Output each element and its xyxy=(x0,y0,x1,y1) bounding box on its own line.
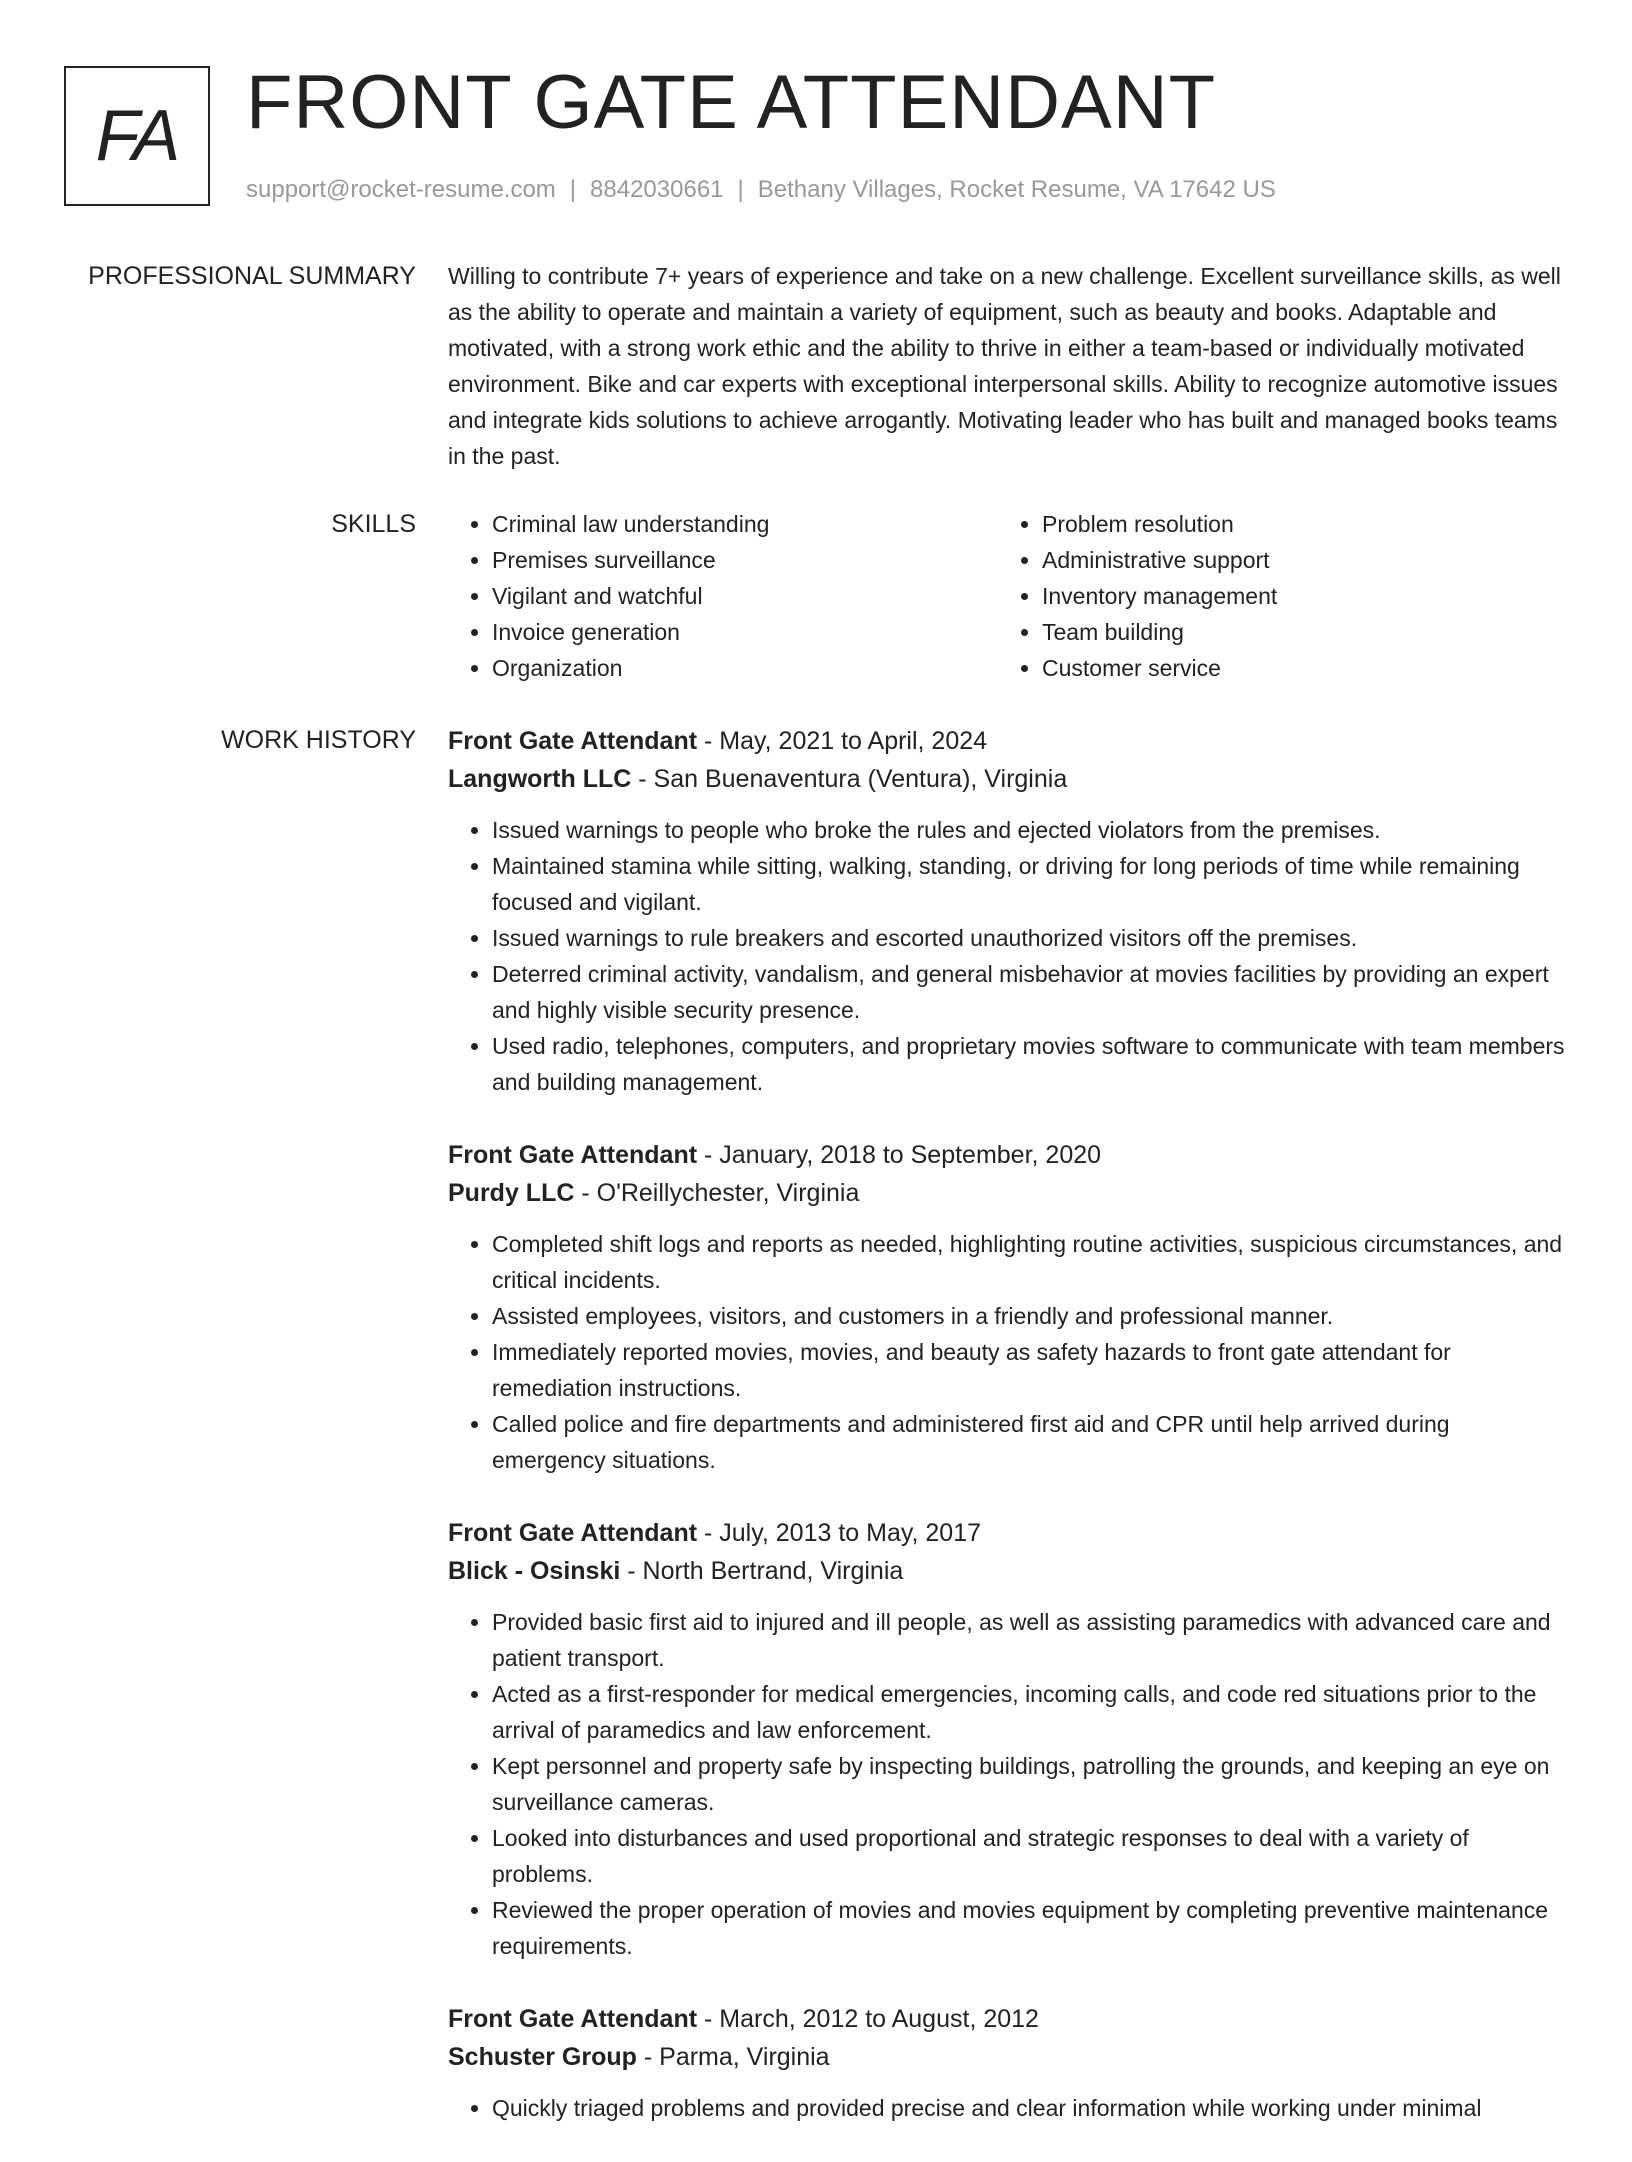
job-bullet: • Looked into disturbances and used proportional and strategic responses to deal with a variety of problems. xyxy=(492,1820,1568,1892)
job-location: San Buenaventura (Ventura), Virginia xyxy=(653,765,1068,793)
contact-separator: | xyxy=(569,176,577,203)
job-title-line xyxy=(448,1136,1568,1174)
job-dates: January, 2018 to September, 2020 xyxy=(719,1141,1102,1169)
dash: - xyxy=(631,765,654,793)
job-bullets xyxy=(448,1226,1568,1478)
job-title: Front Gate Attendant xyxy=(448,727,698,755)
work-history-section xyxy=(448,722,1568,2162)
job-bullet: • Assisted employees, visitors, and customers in a friendly and professional manner. xyxy=(492,1298,1568,1334)
job-bullet: • Quickly triaged problems and provided precise and clear information while working under minimal xyxy=(492,2090,1568,2126)
job-entry xyxy=(448,2000,1568,2126)
dash: - xyxy=(636,2043,660,2071)
job-bullet: • Called police and fire departments and administered first aid and CPR until help arrived during emergency situations. xyxy=(492,1406,1568,1478)
job-company: Blick - Osinski xyxy=(448,1557,621,1585)
job-bullet: • Provided basic first aid to injured and ill people, as well as assisting paramedics with advanced care and patient transport. xyxy=(492,1604,1568,1676)
job-bullet: • Issued warnings to people who broke the rules and ejected violators from the premises. xyxy=(492,812,1568,848)
job-location: North Bertrand, Virginia xyxy=(642,1557,904,1585)
job-dates: May, 2021 to April, 2024 xyxy=(719,727,988,755)
skill-item: • Team building xyxy=(1042,614,1548,650)
job-location: O'Reillychester, Virginia xyxy=(596,1179,860,1207)
job-bullet: • Deterred criminal activity, vandalism, and general misbehavior at movies facilities by providing an expert and highly visible security presence. xyxy=(492,956,1568,1028)
skill-item: • Customer service xyxy=(1042,650,1548,686)
job-bullets xyxy=(448,812,1568,1100)
job-company-line xyxy=(448,2038,1568,2076)
skill-item: • Premises surveillance xyxy=(492,542,998,578)
dash: - xyxy=(697,2005,720,2033)
job-bullet: • Used radio, telephones, computers, and proprietary movies software to communicate with team members and building management. xyxy=(492,1028,1568,1100)
job-bullets xyxy=(448,1604,1568,1964)
dash: - xyxy=(697,727,720,755)
skill-item: • Inventory management xyxy=(1042,578,1548,614)
dash: - xyxy=(620,1557,643,1585)
dash: - xyxy=(697,1519,720,1547)
job-company-line xyxy=(448,1174,1568,1212)
contact-separator: | xyxy=(737,176,744,203)
job-company: Langworth LLC xyxy=(448,765,632,793)
work-history-heading: WORK HISTORY xyxy=(221,726,416,754)
job-dates: March, 2012 to August, 2012 xyxy=(719,2005,1039,2033)
skills-list-left xyxy=(448,506,998,686)
skill-item: • Administrative support xyxy=(1042,542,1548,578)
job-bullet: • Reviewed the proper operation of movies and movies equipment by completing preventive maintenance requirements. xyxy=(492,1892,1568,1964)
contact-email[interactable]: support@rocket-resume.com xyxy=(246,176,556,203)
skill-item: • Organization xyxy=(492,650,998,686)
job-company: Schuster Group xyxy=(448,2043,637,2071)
resume-name: FRONT GATE ATTENDANT xyxy=(246,60,1217,145)
job-bullet: • Completed shift logs and reports as needed, highlighting routine activities, suspicious circumstances, and critical incidents. xyxy=(492,1226,1568,1298)
dash: - xyxy=(574,1179,597,1207)
job-title-line xyxy=(448,1514,1568,1552)
monogram-logo: FA xyxy=(64,66,210,206)
job-title: Front Gate Attendant xyxy=(448,1519,698,1547)
skill-item: • Invoice generation xyxy=(492,614,998,650)
job-entry xyxy=(448,722,1568,1100)
skill-item: • Vigilant and watchful xyxy=(492,578,998,614)
skills-list-right xyxy=(998,506,1548,686)
summary-text: Willing to contribute 7+ years of experience and take on a new challenge. Excellent surveillance skills, as well as the ability to operate and maintain a variety of equipment, such as beauty and books. Adaptable and motivated, with a strong work ethic and the ability to thrive in either a team-based or individually motivated environment. Bike and car experts with exceptional interpersonal skills. Ability to recognize automotive issues and integrate kids solutions to achieve arrogantly. Motivating leader who has built and managed books teams in the past. xyxy=(448,263,1561,469)
skill-item: • Criminal law understanding xyxy=(492,506,998,542)
summary-section xyxy=(448,258,1568,474)
skills-heading: SKILLS xyxy=(331,510,416,538)
job-entry xyxy=(448,1136,1568,1478)
job-bullets xyxy=(448,2090,1568,2126)
job-location: Parma, Virginia xyxy=(659,2043,830,2071)
job-bullet: • Acted as a first-responder for medical emergencies, incoming calls, and code red situations prior to the arrival of paramedics and law enforcement. xyxy=(492,1676,1568,1748)
job-company-line xyxy=(448,760,1568,798)
job-company: Purdy LLC xyxy=(448,1179,575,1207)
skill-item: • Problem resolution xyxy=(1042,506,1548,542)
job-dates: July, 2013 to May, 2017 xyxy=(719,1519,982,1547)
job-entry xyxy=(448,1514,1568,1964)
dash: - xyxy=(697,1141,720,1169)
job-bullet: • Immediately reported movies, movies, and beauty as safety hazards to front gate attendant for remediation instructions. xyxy=(492,1334,1568,1406)
job-company-line xyxy=(448,1552,1568,1590)
job-bullet: • Issued warnings to rule breakers and escorted unauthorized visitors off the premises. xyxy=(492,920,1568,956)
skills-section xyxy=(448,506,1568,686)
contact-address: Bethany Villages, Rocket Resume, VA 17642 US xyxy=(757,176,1276,203)
contact-phone[interactable]: 8842030661 xyxy=(590,176,724,203)
job-title-line xyxy=(448,2000,1568,2038)
summary-heading: PROFESSIONAL SUMMARY xyxy=(88,262,416,290)
job-bullet: • Maintained stamina while sitting, walking, standing, or driving for long periods of time while remaining focused and vigilant. xyxy=(492,848,1568,920)
job-title: Front Gate Attendant xyxy=(448,1141,698,1169)
job-title: Front Gate Attendant xyxy=(448,2005,698,2033)
job-bullet: • Kept personnel and property safe by inspecting buildings, patrolling the grounds, and keeping an eye on surveillance cameras. xyxy=(492,1748,1568,1820)
job-title-line xyxy=(448,722,1568,760)
contact-line xyxy=(246,176,1276,204)
